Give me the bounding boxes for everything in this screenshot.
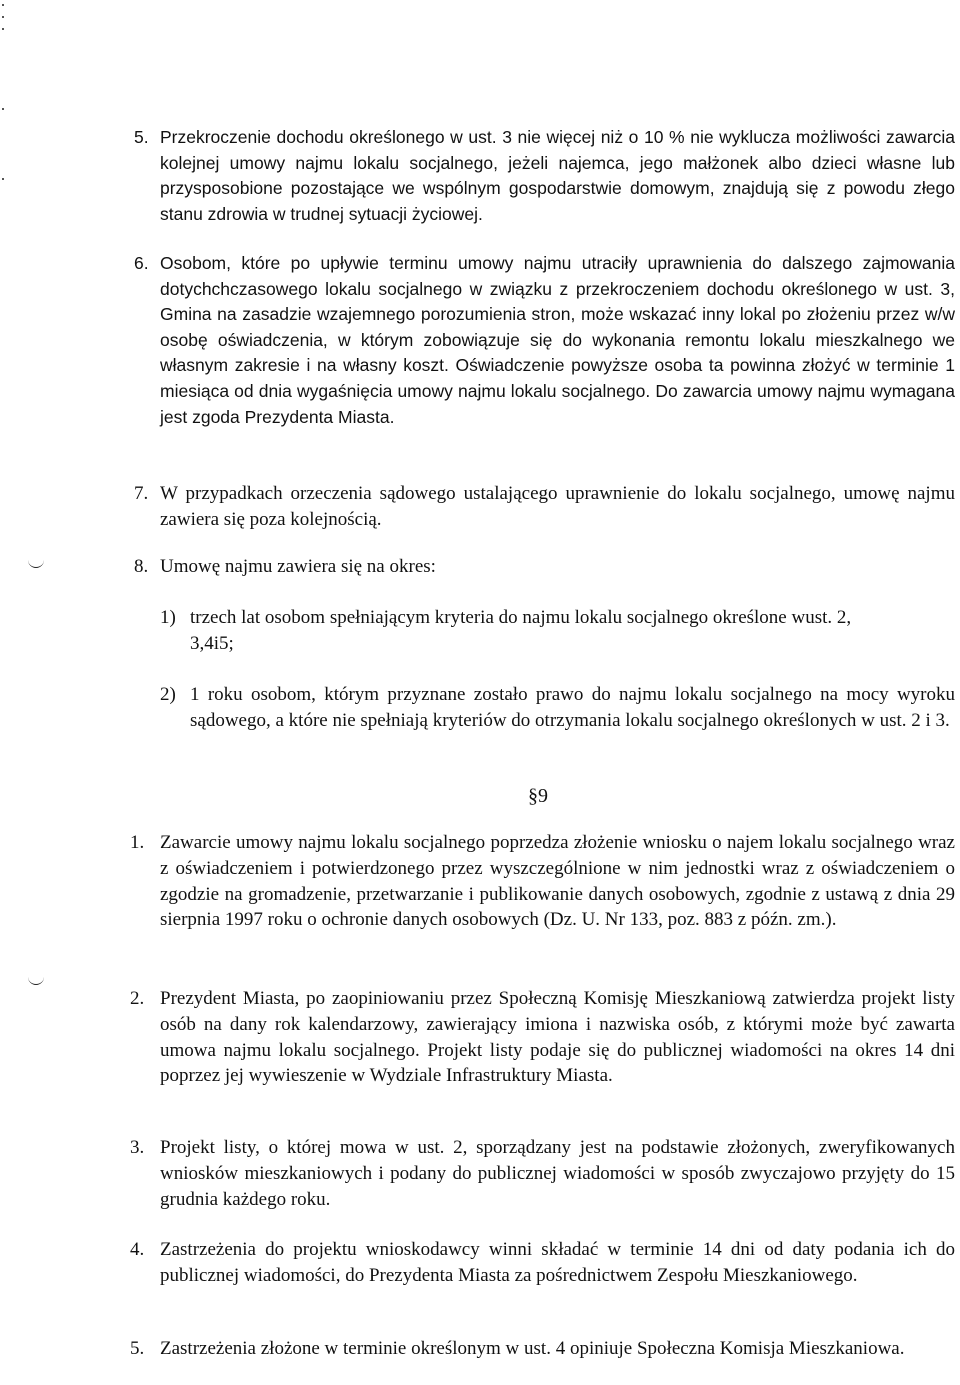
item-text: Umowę najmu zawiera się na okres: [160, 556, 436, 577]
paragraph-item-7 [134, 481, 955, 533]
item-number: 7. [134, 483, 149, 504]
item-text: Zastrzeżenia do projektu wnioskodawcy winni składać w terminie 14 dni od daty podania ich do publicznej wiadomości, do Prezydenta Miasta za pośrednictwem Zespołu Mieszkaniowego. [160, 1239, 955, 1286]
item-number: 4. [130, 1239, 145, 1260]
item-number: 2) [160, 684, 176, 705]
section-9-item-5 [130, 1336, 955, 1362]
item-text: Przekroczenie dochodu określonego w ust. 3 nie więcej niż o 10 % nie wyklucza możliwości zawarcia kolejnej umowy najmu lokalu socjalnego, jeżeli najemca, jego małżonek albo dzieci własne lub przysposobione pozostające we wspólnym gospodarstwie domowym, znajdują się z powodu złego stanu zdrowia w trudnej sytuacji życiowej. [160, 127, 955, 224]
item-text: W przypadkach orzeczenia sądowego ustalającego uprawnienie do lokalu socjalnego, umowę najmu zawiera się poza kolejnością. [160, 483, 955, 530]
paragraph-item-8 [134, 554, 955, 580]
item-text: 1 roku osobom, którym przyznane zostało prawo do najmu lokalu socjalnego na mocy wyroku sądowego, a które nie spełniają kryteriów do otrzymania lokalu socjalnego określonych w ust. 2 i 3. [190, 684, 955, 731]
section-heading: §9 [528, 785, 548, 807]
item-number: 1. [130, 832, 145, 853]
item-number: 3. [130, 1137, 145, 1158]
margin-check-mark [28, 976, 44, 985]
item-number: 6. [134, 253, 149, 273]
scan-edge-marks [2, 0, 6, 190]
item-number: 5. [134, 127, 149, 147]
item-text: Projekt listy, o której mowa w ust. 2, sporządzany jest na podstawie złożonych, zweryfikowanych wniosków mieszkaniowych i podany do publicznej wiadomości w sposób zwyczajowo przyjęty do 15 grudnia każdego roku. [160, 1137, 955, 1210]
section-9-item-2 [130, 986, 955, 1089]
subitem-2 [160, 682, 955, 734]
item-number: 1) [160, 607, 176, 628]
item-text: Prezydent Miasta, po zaopiniowaniu przez Społeczną Komisję Mieszkaniową zatwierdza projekt listy osób na dany rok kalendarzowy, zawierający imiona i nazwiska osób, z którymi może być zawarta umowa najmu lokalu socjalnego. Projekt listy podaje się do publicznej wiadomości na okres 14 dni poprzez jej wywieszenie w Wydziale Infrastruktury Miasta. [160, 988, 955, 1087]
section-9-item-1 [130, 830, 955, 933]
section-9-item-4 [130, 1237, 955, 1289]
item-number: 2. [130, 988, 145, 1009]
margin-check-mark [28, 559, 44, 568]
item-number: 8. [134, 556, 149, 577]
paragraph-item-6 [134, 251, 955, 430]
item-text: Zastrzeżenia złożone w terminie określonym w ust. 4 opiniuje Społeczna Komisja Mieszkaniowa. [160, 1338, 905, 1359]
subitem-1 [160, 605, 890, 657]
item-number: 5. [130, 1338, 145, 1359]
paragraph-item-5 [134, 125, 955, 227]
item-text: trzech lat osobom spełniającym kryteria do najmu lokalu socjalnego określone wust. 2, 3,4i5; [190, 607, 852, 654]
section-9-item-3 [130, 1135, 955, 1212]
item-text: Osobom, które po upływie terminu umowy najmu utraciły uprawnienia do dalszego zajmowania dotychchczasowego lokalu socjalnego w związku z przekroczeniem dochodu określonego w ust. 3, Gmina na zasadzie wzajemnego porozumienia stron, może wskazać inny lokal po złożeniu przez w/w osobę oświadczenia, w którym zobowiązuje się do wykonania remontu lokalu mieszkalnego we własnym zakresie i na własny koszt. Oświadczenie powyższe osoba ta powinna złożyć w terminie 1 miesiąca od dnia wygaśnięcia umowy najmu lokalu socjalnego. Do zawarcia umowy najmu wymagana jest zgoda Prezydenta Miasta. [160, 253, 955, 427]
item-text: Zawarcie umowy najmu lokalu socjalnego poprzedza złożenie wniosku o najem lokalu socjalnego wraz z oświadczeniem i potwierdzonego przez wyszczególnione w nim jednostki wraz z oświadczeniem o zgodzie na gromadzenie, przetwarzanie i publikowanie danych osobowych, zgodnie z ustawą z dnia 29 sierpnia 1997 roku o ochronie danych osobowych (Dz. U. Nr 133, poz. 883 z późn. zm.). [160, 832, 955, 931]
